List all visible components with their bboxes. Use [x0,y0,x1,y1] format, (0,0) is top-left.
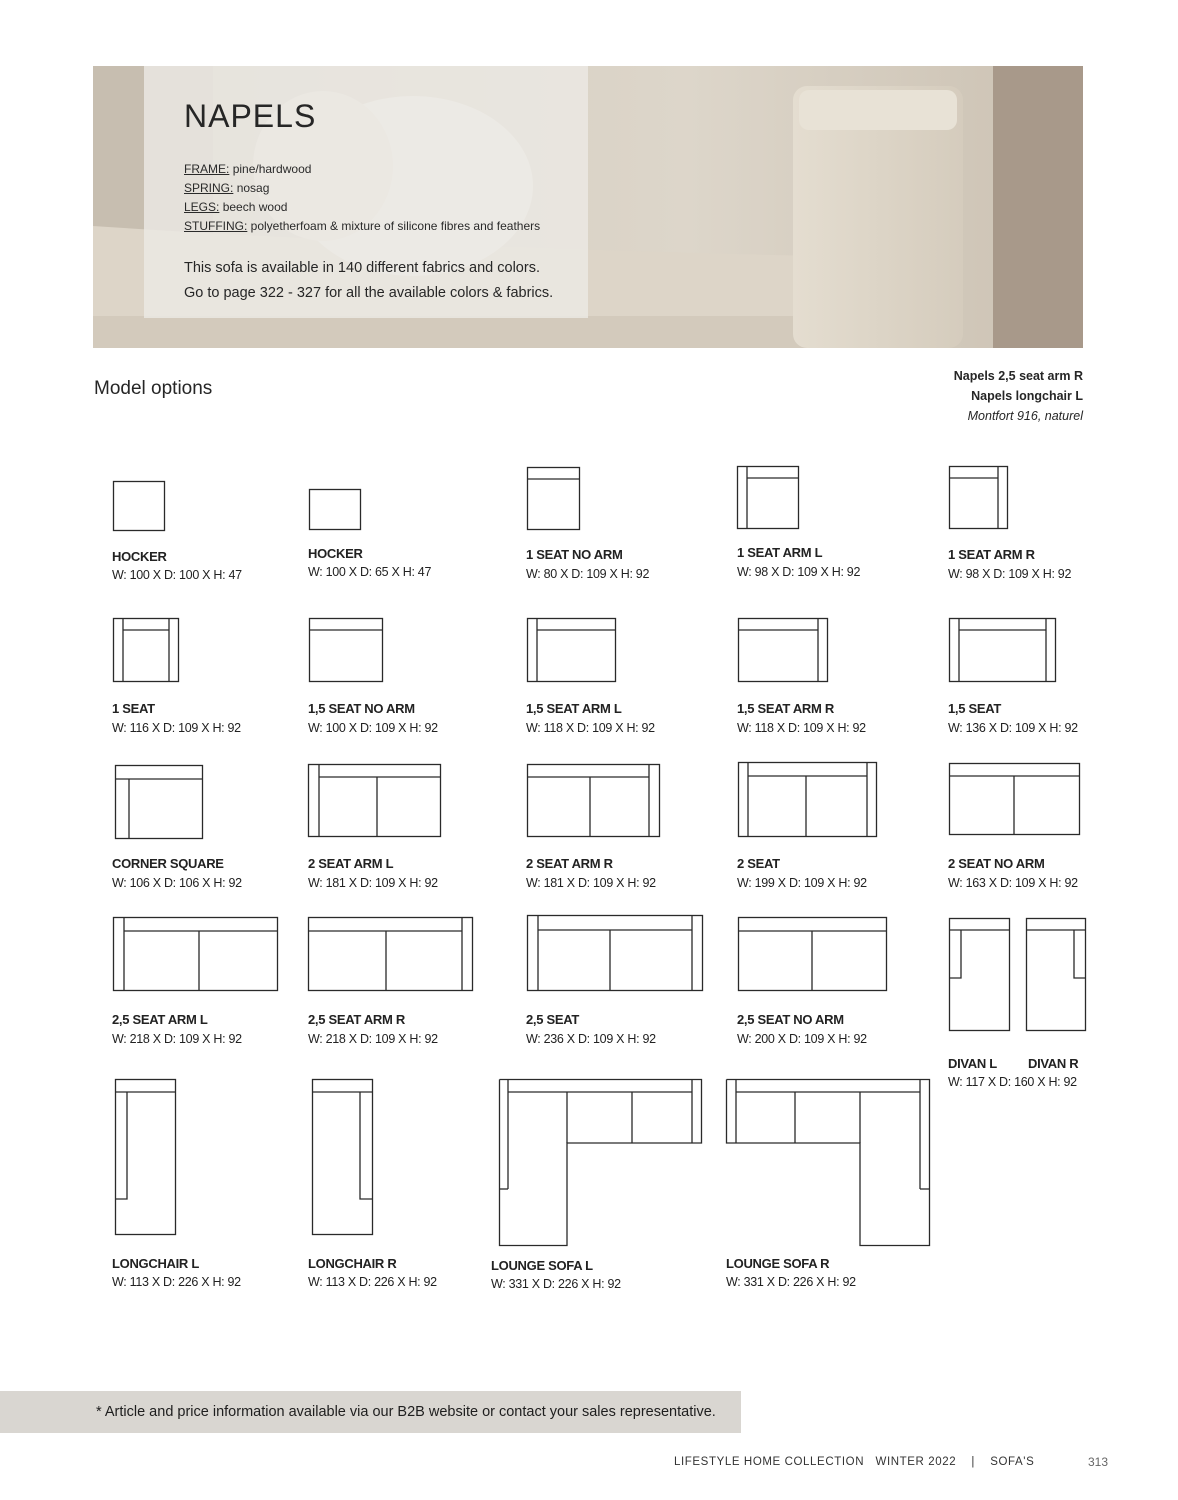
spec-frame: FRAME: pine/hardwood [184,162,312,176]
1-5-seat-arm-r-drawing [738,618,828,682]
footer-collection: LIFESTYLE HOME COLLECTION [674,1456,865,1468]
2-5-seat-no-arm-drawing [738,917,887,991]
disclaimer-text: * Article and price information available via our B2B website or contact your sales representative. [96,1404,716,1420]
divan-r-drawing [1026,918,1086,1031]
product-title: NAPELS [184,98,317,134]
2-seat-arm-l-drawing [308,764,441,837]
2-5-seat-arm-l-drawing [113,917,278,991]
2-5-seat-drawing [527,915,703,991]
1-seat-arm-r-drawing [949,466,1008,529]
1-seat-arm-l-drawing [737,466,799,529]
lounge-sofa-l-drawing [499,1079,702,1246]
availability-text: This sofa is available in 140 different fabrics and colors. Go to page 322 - 327 for all the available colors & fabrics. [184,260,554,301]
hocker-square-drawing [113,481,165,531]
2-seat-no-arm-drawing [949,763,1080,835]
footer [674,1456,1034,1468]
2-seat-arm-r-drawing [527,764,660,837]
1-5-seat-drawing [949,618,1056,682]
divan-l-drawing [949,918,1010,1031]
1-seat-no-arm-drawing [527,467,580,530]
section-title: Model options [94,378,213,399]
2-seat-drawing [738,762,877,837]
hocker-rect-drawing [309,489,361,530]
footer-season: WINTER 2022 [875,1456,957,1468]
corner-square-drawing [115,765,203,839]
photo-caption: Napels 2,5 seat arm R Napels longchair L Montfort 916, naturel [953,369,1083,423]
footer-category: SOFA'S [990,1456,1035,1468]
spec-legs: LEGS: beech wood [184,200,288,214]
lounge-sofa-r-drawing [726,1079,930,1246]
1-5-seat-arm-l-drawing [527,618,616,682]
footer-separator: | [971,1456,976,1468]
spec-spring: SPRING: nosag [184,181,270,195]
longchair-l-drawing [115,1079,176,1235]
spec-list [184,160,540,236]
spec-stuffing: STUFFING: polyetherfoam & mixture of silicone fibres and feathers [184,219,541,233]
2-5-seat-arm-r-drawing [308,917,473,991]
1-5-seat-no-arm-drawing [309,618,383,682]
page-number: 313 [1088,1455,1109,1469]
1-seat-drawing [113,618,179,682]
longchair-r-drawing [312,1079,373,1235]
